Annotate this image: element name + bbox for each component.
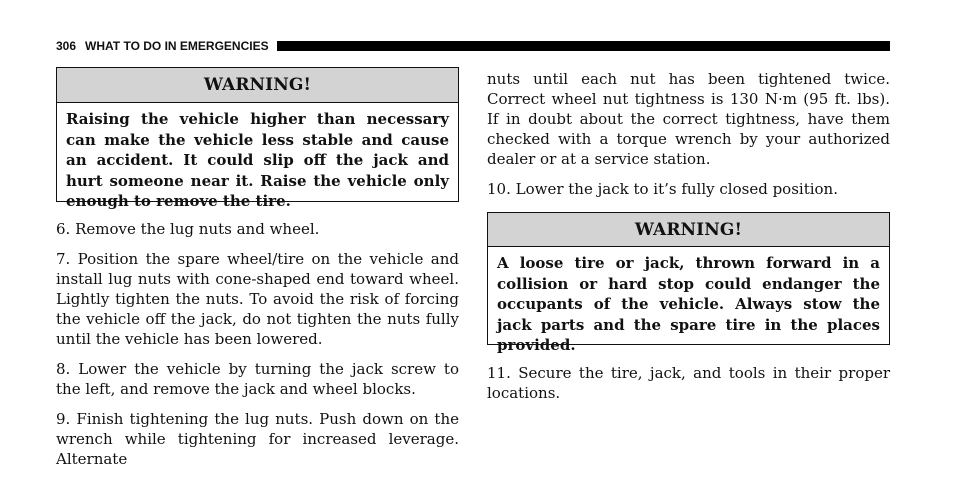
warning-body: A loose tire or jack, thrown forward in a collision or hard stop could endanger the occupants of the vehicle. Always stow the jack parts and the spare tire in the places provided. — [497, 254, 880, 354]
section-title: WHAT TO DO IN EMERGENCIES — [85, 39, 269, 53]
page-header — [56, 38, 890, 54]
warning-box-jack-height — [56, 67, 459, 210]
page-number: 306 — [56, 39, 77, 53]
warning-title: WARNING! — [57, 68, 458, 103]
header-rule — [277, 41, 890, 51]
step-9: 9. Finish tightening the lug nuts. Push down on the wrench while tightening for increased leverage. Alternate — [56, 410, 459, 468]
right-column — [487, 67, 890, 403]
warning-body: Raising the vehicle higher than necessary can make the vehicle less stable and cause an accident. It could slip off the jack and hurt someone near it. Raise the vehicle only enough to remove the tire. — [66, 110, 449, 210]
step-7: 7. Position the spare wheel/tire on the vehicle and install lug nuts with cone-shaped end toward wheel. Lightly tighten the nuts. To avoid the risk of forcing the vehicle off the jack, do not tighten the nuts fully until the vehicle has been lowered. — [56, 250, 459, 348]
step-8: 8. Lower the vehicle by turning the jack screw to the left, and remove the jack and wheel blocks. — [56, 360, 459, 398]
warning-title: WARNING! — [488, 213, 889, 247]
step-6: 6. Remove the lug nuts and wheel. — [56, 220, 320, 238]
step-11: 11. Secure the tire, jack, and tools in their proper locations. — [487, 364, 890, 402]
warning-box-loose-tire — [487, 212, 890, 354]
left-column — [56, 67, 459, 469]
step-9-continued: nuts until each nut has been tightened twice. Correct wheel nut tightness is 130 N·m (95 ft. lbs). If in doubt about the correct tightness, have them checked with a torque wrench by your authorized dealer or at a service station. — [487, 70, 890, 168]
step-10: 10. Lower the jack to it’s fully closed position. — [487, 180, 838, 198]
